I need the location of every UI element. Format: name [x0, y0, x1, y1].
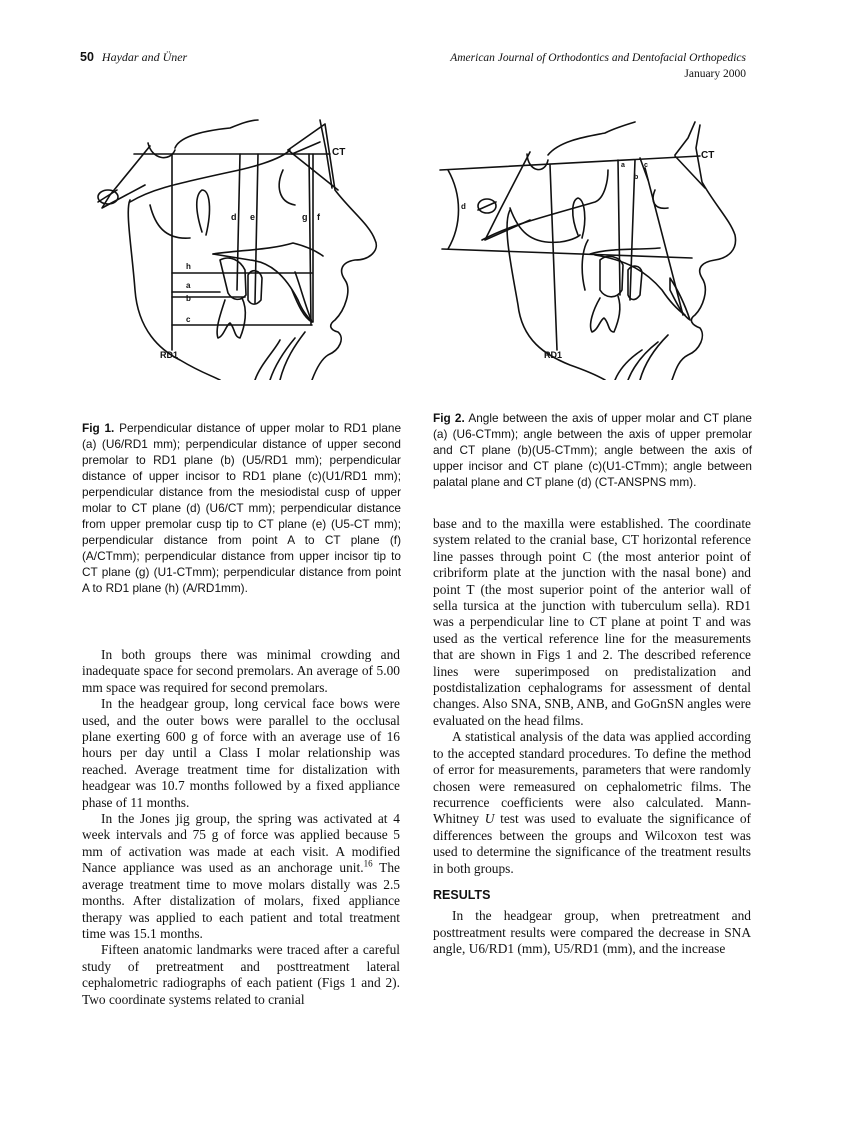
page-number: 50: [80, 50, 94, 64]
journal-title: American Journal of Orthodontics and Dentofacial Orthopedics: [450, 52, 746, 64]
paragraph-statistics: [433, 729, 751, 877]
fig1-label-b: b: [186, 294, 191, 303]
results-heading: RESULTS: [433, 887, 491, 902]
paragraph-with-citation: [82, 811, 400, 942]
running-header-left: [80, 50, 187, 65]
fig1-caption-label: Fig 1.: [82, 421, 115, 435]
right-text-column: [433, 516, 751, 958]
paragraph-text: The average treatment time to move molars distally was 2.5 months. After distalization of molars, fixed appliance therapy was applied to each patient and total treatment time was 15.1 months.: [82, 860, 400, 941]
fig2-label-c: c: [644, 162, 648, 169]
left-text-column: [82, 647, 400, 1008]
paragraph-text: test was used to evaluate the significance of differences between the groups and Wilcoxon test was used to determine the significance of the treatment results in both groups.: [433, 811, 751, 876]
paragraph: base and to the maxilla were established. The coordinate system related to the cranial base, CT horizontal reference line passes through point C (the most anterior point of cribriform plate at the junction with the nasal bone) and point T (the most superior point of the anterior wall of sella tursica at the junction with tuberculum sella). RD1 was a perpendicular line to CT plane at point T and was used as the vertical reference line for the measurements that are shown in Figs 1 and 2. The described reference lines were superimposed on predistalization and postdistalization cephalograms for assessment of dental changes. Also SNA, SNB, ANB, and GoGnSN angles were evaluated on the head films.: [433, 516, 751, 728]
fig1-label-d: d: [231, 212, 237, 222]
figure-2-caption: [433, 410, 752, 490]
figure-1-caption: [82, 420, 401, 596]
fig2-label-a: a: [621, 162, 625, 169]
paragraph: In both groups there was minimal crowding and inadequate space for second premolars. An average of 5.00 mm space was required for second premolars.: [82, 647, 400, 695]
u-test-symbol: U: [484, 811, 495, 827]
fig1-label-h: h: [186, 262, 191, 271]
fig1-label-rd1: RD1: [160, 350, 179, 360]
fig2-caption-label: Fig 2.: [433, 411, 465, 425]
paragraph-text: In the Jones jig group, the spring was activated at 4 week intervals and 75 g of force was applied because 5 mm of activation was made at each visit. A modified Nance appliance was used as an anchorage unit.: [82, 811, 400, 876]
figure-2-cephalometric-tracing: [430, 110, 750, 380]
fig2-caption-text: Angle between the axis of upper molar and CT plane (a) (U6-CTmm); angle between the axis of upper premolar and CT plane (b)(U5-CTmm); angle between the axis of upper incisor and CT plane (c)(U1-CTmm); angle between palatal plane and CT plane (d) (CT-ANSPNS mm).: [433, 411, 752, 489]
fig2-label-rd1: RD1: [544, 350, 563, 360]
fig1-label-g: g: [302, 212, 308, 222]
fig1-label-c: c: [186, 315, 191, 324]
running-authors: Haydar and Üner: [101, 50, 188, 64]
fig2-label-ct: CT: [701, 150, 715, 161]
fig1-label-f: f: [317, 212, 320, 222]
figure-1-cephalometric-tracing: [80, 110, 400, 380]
fig2-label-b: b: [634, 174, 639, 181]
fig1-caption-text: Perpendicular distance of upper molar to RD1 plane (a) (U6/RD1 mm); perpendicular distance of upper second premolar to RD1 plane (b) (U5/RD1 mm); perpendicular distance of upper incisor to RD1 plane (c)(U1/RD1 mm); perpendicular distance from the mesiodistal cusp of upper molar to CT plane (d) (U6/CT mm); perpendicular distance from upper premolar cusp tip to CT plane (e) (U5-CT mm); perpendicular distance from point A to CT plane (f) (A/CTmm); perpendicular distance from upper incisor tip to CT plane (g) (U1-CTmm); perpendicular distance from point A to RD1 plane (h) (A/RD1mm).: [82, 421, 402, 595]
paragraph: Fifteen anatomic landmarks were traced after a careful study of pretreatment and posttreatment lateral cephalometric radiographs of each patient (Figs 1 and 2). Two coordinate systems related to cranial: [82, 942, 400, 1007]
fig1-label-e-top: e: [250, 212, 256, 222]
fig2-label-d: d: [461, 202, 466, 211]
fig1-label-a: a: [186, 281, 191, 290]
running-header-right: [450, 50, 746, 82]
paragraph-text: A statistical analysis of the data was applied according to the accepted standard procedures. To define the method of error for measurements, parameters that were randomly chosen were remeasured on cephalometric films. The recurrence coefficients were also calculated. Mann-Whitney: [433, 729, 751, 827]
fig1-label-ct: CT: [332, 147, 346, 158]
issue-date: January 2000: [684, 68, 746, 80]
paragraph: In the headgear group, long cervical face bows were used, and the outer bows were parallel to the occlusal plane exerting 600 g of force with an average use of 16 hours per day until a Class I molar relationship was reached. Average treatment time for distalization with headgear was 10.7 months followed by a fixed appliance phase of 11 months.: [82, 696, 400, 810]
citation-superscript: 16: [363, 858, 373, 869]
fig1-drawing: [80, 110, 400, 380]
paragraph: In the headgear group, when pretreatment and posttreatment results were compared the decrease in SNA angle, U6/RD1 (mm), U5/RD1 (mm), and the increase: [433, 908, 751, 957]
